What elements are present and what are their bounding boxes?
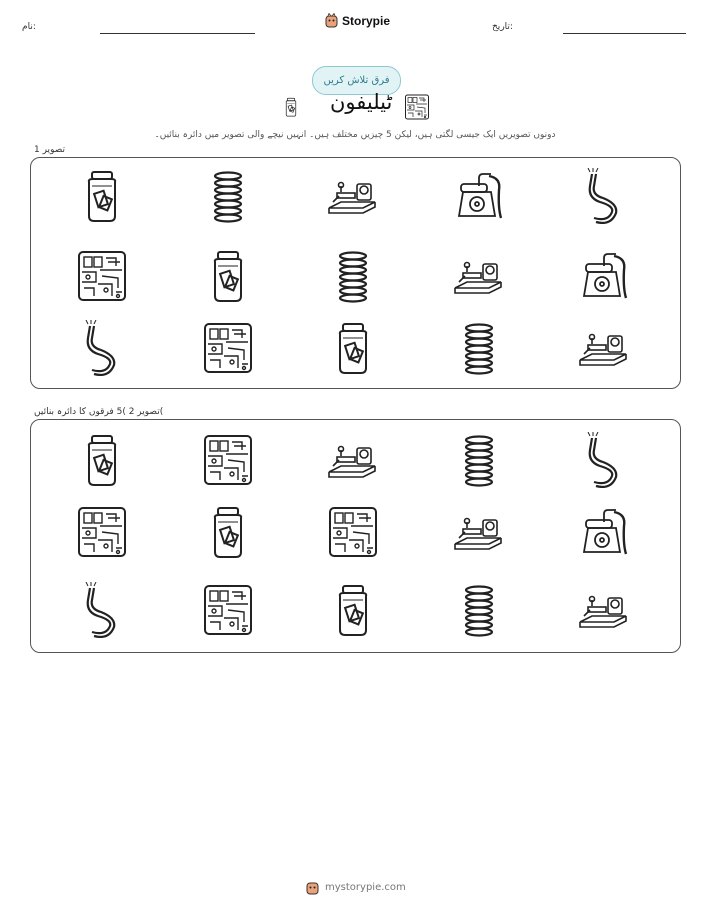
- picture1-label: تصویر 1: [34, 145, 66, 155]
- circuit-board-icon[interactable]: [323, 504, 383, 560]
- telegraph-key-icon[interactable]: [574, 320, 634, 376]
- wire-icon[interactable]: [574, 432, 634, 488]
- telegraph-key-icon[interactable]: [449, 248, 509, 304]
- instructions: دونوں تصویریں ایک جیسی لگتی ہیں، لیکن 5 چیزیں مختلف ہیں۔ انہیں نیچے والی تصویر میں دائرہ بنائیں۔: [154, 130, 556, 140]
- date-line[interactable]: [563, 33, 686, 34]
- jar-icon[interactable]: [72, 168, 132, 224]
- picture2-label: تصویر 2 )5 فرقوں کا دائرہ بنائیں(: [34, 407, 164, 417]
- jar-icon: [280, 92, 302, 122]
- telephone-icon[interactable]: [449, 168, 509, 224]
- spring-icon[interactable]: [323, 248, 383, 304]
- jar-icon[interactable]: [198, 504, 258, 560]
- telegraph-key-icon[interactable]: [323, 168, 383, 224]
- name-line[interactable]: [100, 33, 255, 34]
- storypie-mascot-icon: [325, 13, 338, 28]
- wire-icon[interactable]: [72, 582, 132, 638]
- telegraph-key-icon[interactable]: [574, 582, 634, 638]
- storypie-mascot-icon: [306, 880, 319, 895]
- page-title: ٹیلیفون: [330, 90, 393, 114]
- spring-icon[interactable]: [449, 582, 509, 638]
- wire-icon[interactable]: [574, 168, 634, 224]
- find-differences-badge: فرق تلاش کریں: [312, 66, 401, 95]
- footer: [306, 880, 406, 895]
- circuit-board-icon[interactable]: [72, 248, 132, 304]
- brand-name: Storypie: [342, 13, 391, 28]
- jar-icon[interactable]: [198, 248, 258, 304]
- circuit-board-icon: [402, 92, 432, 122]
- circuit-board-icon[interactable]: [198, 432, 258, 488]
- jar-icon[interactable]: [72, 432, 132, 488]
- footer-url[interactable]: mystorypie.com: [325, 882, 406, 893]
- spring-icon[interactable]: [449, 320, 509, 376]
- telephone-icon[interactable]: [574, 248, 634, 304]
- telephone-icon[interactable]: [574, 504, 634, 560]
- circuit-board-icon[interactable]: [198, 582, 258, 638]
- name-label: نام:: [22, 22, 36, 32]
- telegraph-key-icon[interactable]: [449, 504, 509, 560]
- wire-icon[interactable]: [72, 320, 132, 376]
- spring-icon[interactable]: [449, 432, 509, 488]
- circuit-board-icon[interactable]: [72, 504, 132, 560]
- date-label: تاریخ:: [492, 22, 513, 32]
- jar-icon[interactable]: [323, 320, 383, 376]
- brand-logo: [325, 13, 390, 28]
- spring-icon[interactable]: [198, 168, 258, 224]
- circuit-board-icon[interactable]: [198, 320, 258, 376]
- jar-icon[interactable]: [323, 582, 383, 638]
- telegraph-key-icon[interactable]: [323, 432, 383, 488]
